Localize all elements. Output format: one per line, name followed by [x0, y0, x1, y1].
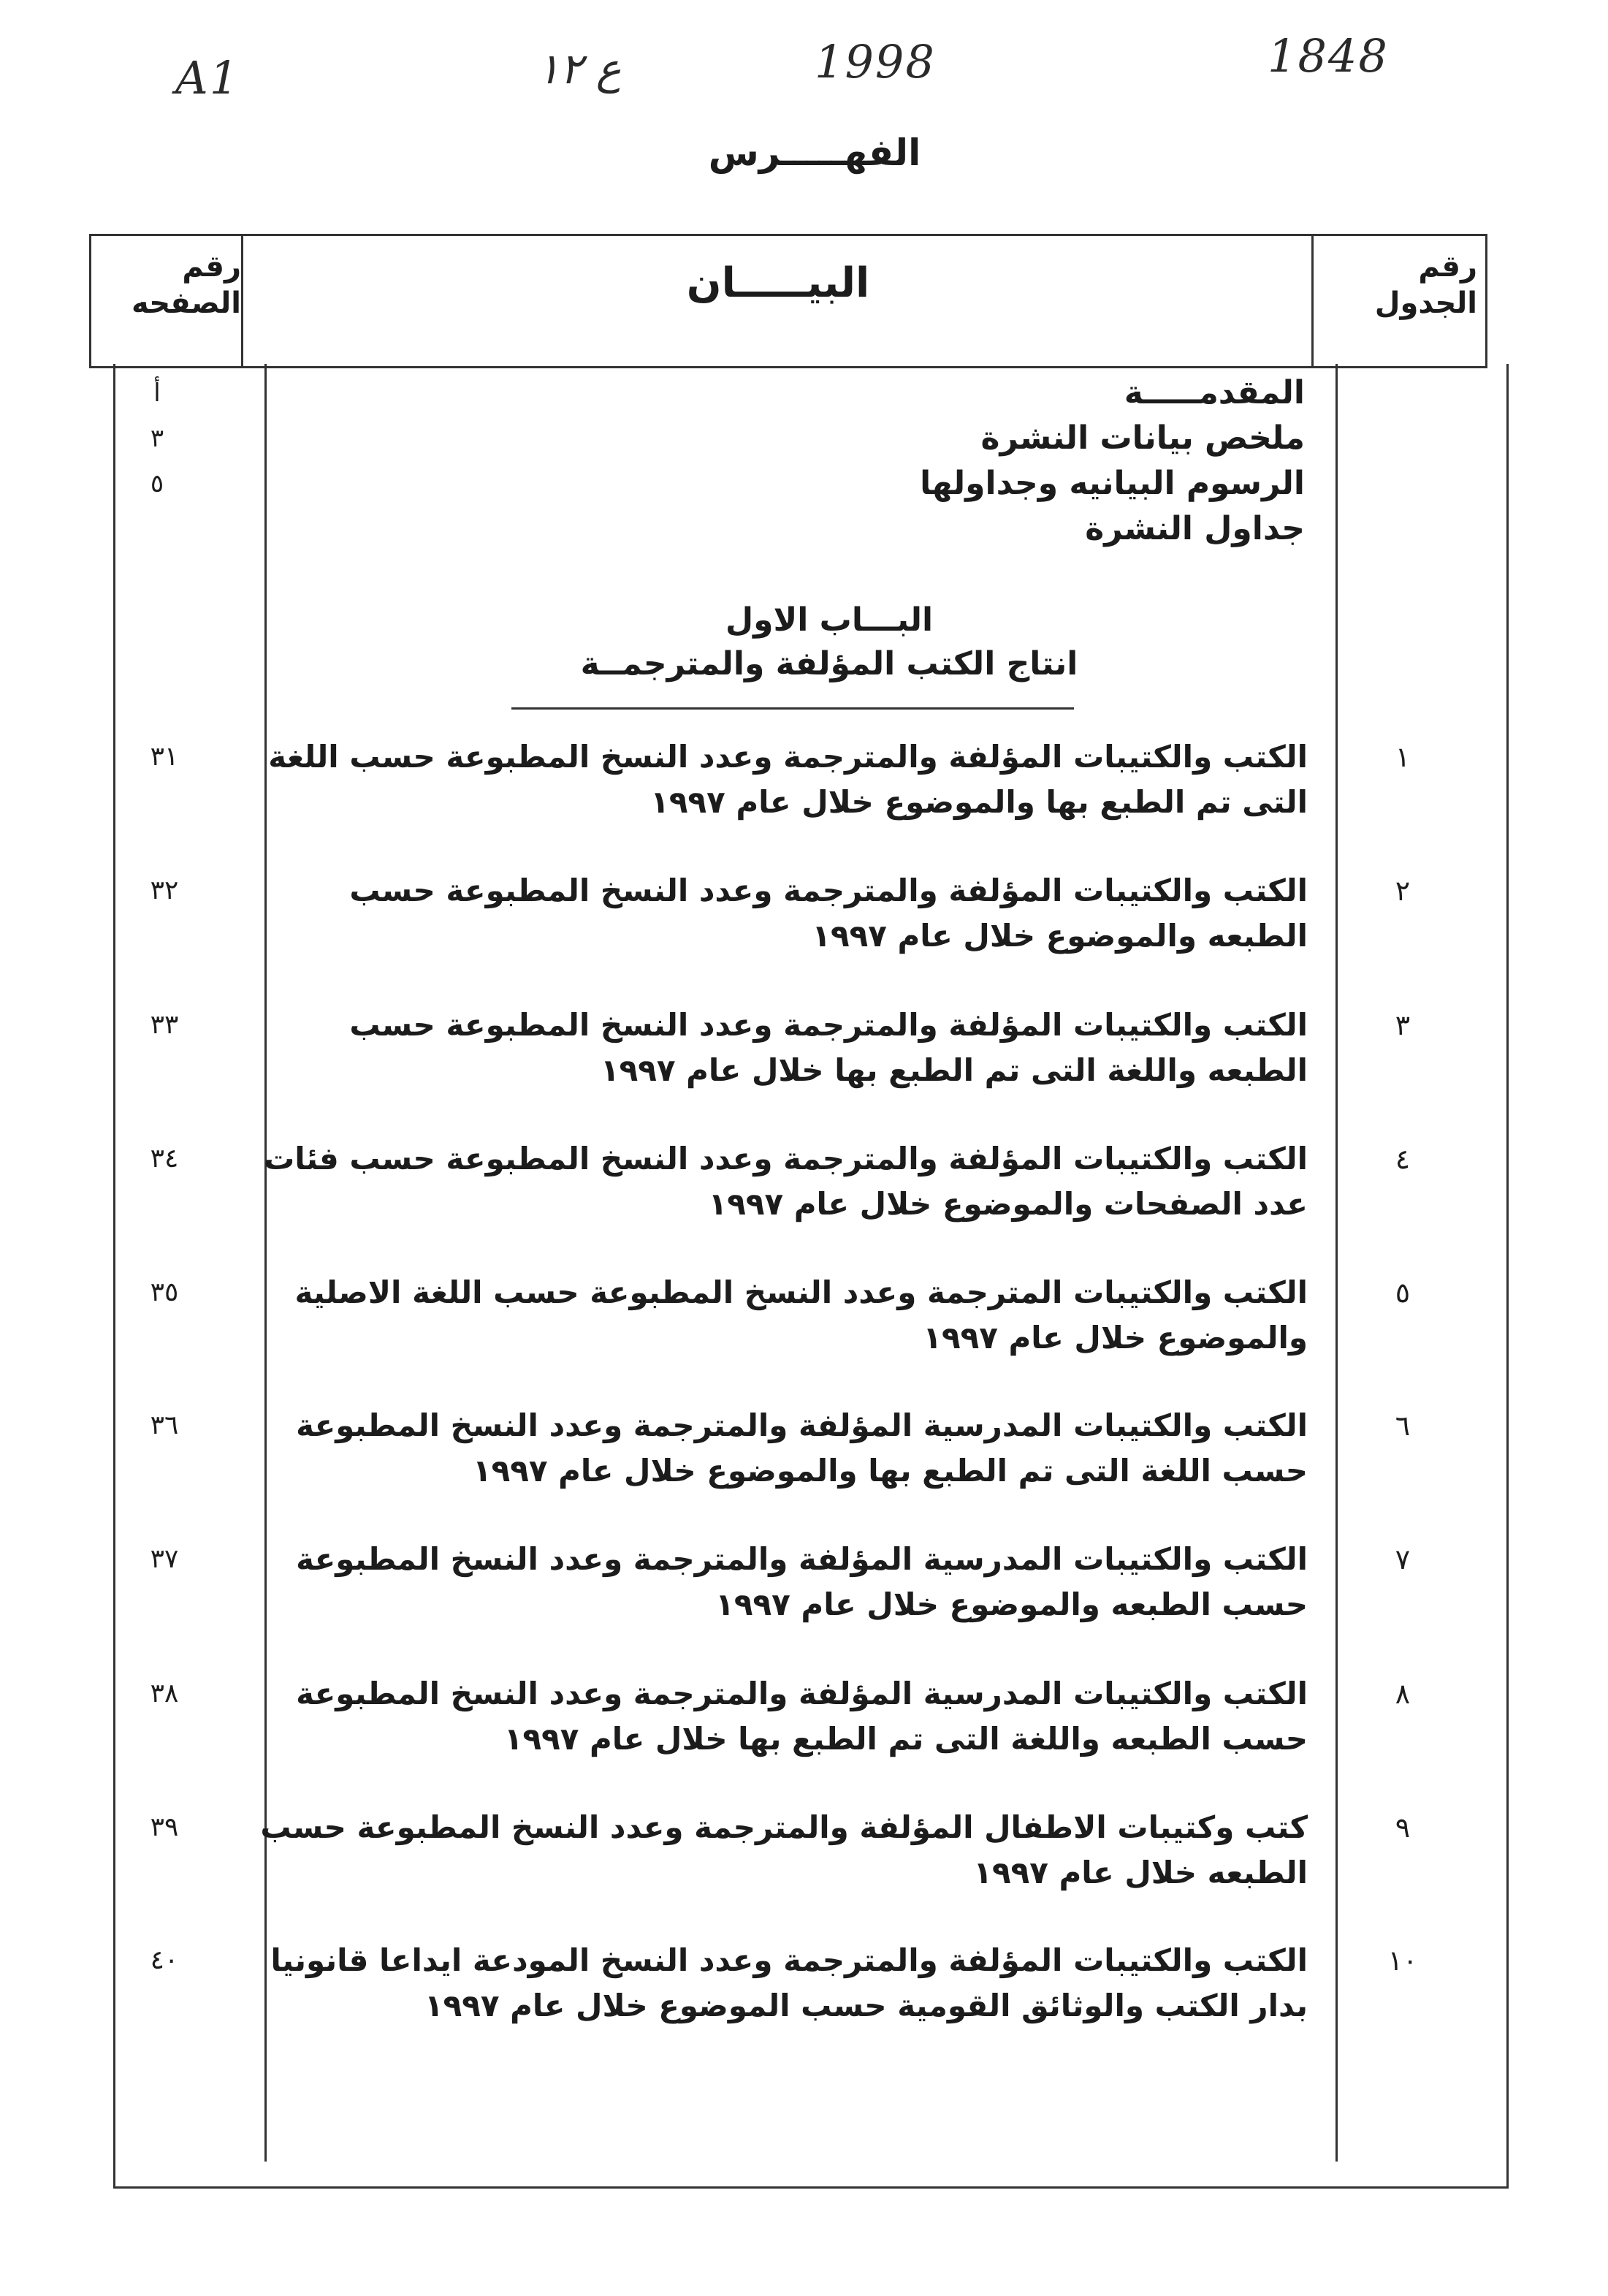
body-border-right	[1506, 364, 1509, 2189]
body-border-left	[113, 364, 115, 2189]
entry-page: ٣٧	[150, 1544, 179, 1574]
entry-page: ٣٨	[150, 1679, 179, 1708]
intro-page: أ	[153, 379, 161, 408]
handwritten-code: A1	[175, 51, 240, 104]
entry-number: ٧	[1395, 1543, 1411, 1575]
page-title: الفهـــــرس	[708, 132, 921, 174]
intro-item: ملخص بيانات النشرة	[980, 419, 1305, 457]
entry-description: الكتب والكتيبات المؤلفة والمترجمة وعدد النسخ المودعة ايداعا قانونيا بدار الكتب والوثائق القومية حسب الموضوع خلال عام ١٩٩٧	[270, 1942, 1308, 2023]
handwritten-number: 1848	[1268, 29, 1389, 83]
entry-number: ٦	[1395, 1410, 1411, 1442]
entry-number: ٩	[1395, 1812, 1411, 1844]
entry-number: ٤	[1395, 1143, 1411, 1175]
entry-page: ٤٠	[150, 1945, 179, 1975]
entry-description: الكتب والكتيبات المدرسية المؤلفة والمترجمة وعدد النسخ المطبوعة حسب الطبعه والموضوع خلال عام ١٩٩٧	[296, 1541, 1308, 1622]
section-divider	[511, 707, 1074, 710]
entry-page: ٣٢	[150, 875, 179, 905]
entry-number: ٥	[1395, 1277, 1411, 1309]
intro-item: المقدمـــــة	[1124, 374, 1305, 411]
entry-description: الكتب والكتيبات المدرسية المؤلفة والمترجمة وعدد النسخ المطبوعة حسب الطبعه واللغة التى تم الطبع بها خلال عام ١٩٩٧	[296, 1676, 1308, 1757]
header-page-number: رقم الصفحه	[131, 250, 241, 320]
entry-number: ٢	[1395, 875, 1411, 907]
entry-page: ٣٦	[150, 1410, 179, 1440]
entry-number: ١	[1395, 741, 1411, 773]
body-border-bottom	[113, 2186, 1509, 2189]
entry-page: ٣٤	[150, 1144, 179, 1174]
section-subtitle: انتاج الكتب المؤلفة والمترجمــة	[580, 645, 1078, 683]
entry-page: ٣١	[150, 742, 179, 772]
entry-description: الكتب والكتيبات المؤلفة والمترجمة وعدد النسخ المطبوعة حسب الطبعه والموضوع خلال عام ١٩٩٧	[349, 873, 1308, 954]
intro-page: ٣	[150, 424, 164, 453]
entry-number: ١٠	[1387, 1945, 1418, 1977]
entry-page: ٣٥	[150, 1277, 179, 1307]
entry-number: ٨	[1395, 1678, 1411, 1710]
entry-description: الكتب والكتيبات المؤلفة والمترجمة وعدد النسخ المطبوعة حسب اللغة التى تم الطبع بها والموضوع خلال عام ١٩٩٧	[268, 739, 1308, 820]
entry-description: كتب وكتيبات الاطفال المؤلفة والمترجمة وعدد النسخ المطبوعة حسب الطبعه خلال عام ١٩٩٧	[260, 1809, 1308, 1890]
entry-number: ٣	[1395, 1009, 1411, 1041]
body-divider-right	[1335, 364, 1338, 2162]
intro-item: الرسوم البيانيه وجداولها	[920, 465, 1305, 502]
handwritten-issue: ع ١٢	[537, 44, 622, 94]
header-table-number: رقم الجدول	[1374, 250, 1477, 320]
header-statement: البيـــــان	[686, 259, 870, 307]
entry-description: الكتب والكتيبات المؤلفة والمترجمة وعدد النسخ المطبوعة حسب فئات عدد الصفحات والموضوع خلال عام ١٩٩٧	[264, 1141, 1308, 1222]
entry-description: الكتب والكتيبات المؤلفة والمترجمة وعدد النسخ المطبوعة حسب الطبعه واللغة التى تم الطبع بها خلال عام ١٩٩٧	[349, 1007, 1308, 1088]
entry-page: ٣٩	[150, 1812, 179, 1842]
intro-page: ٥	[150, 469, 164, 498]
handwritten-year: 1998	[815, 35, 936, 88]
entry-page: ٣٣	[150, 1010, 179, 1040]
entry-description: الكتب والكتيبات المترجمة وعدد النسخ المطبوعة حسب اللغة الاصلية والموضوع خلال عام ١٩٩٧	[294, 1274, 1308, 1356]
intro-item: جداول النشرة	[1085, 510, 1305, 547]
entry-description: الكتب والكتيبات المدرسية المؤلفة والمترجمة وعدد النسخ المطبوعة حسب اللغة التى تم الطبع بها والموضوع خلال عام ١٩٩٧	[296, 1407, 1308, 1489]
section-title: البـــاب الاول	[725, 601, 934, 639]
